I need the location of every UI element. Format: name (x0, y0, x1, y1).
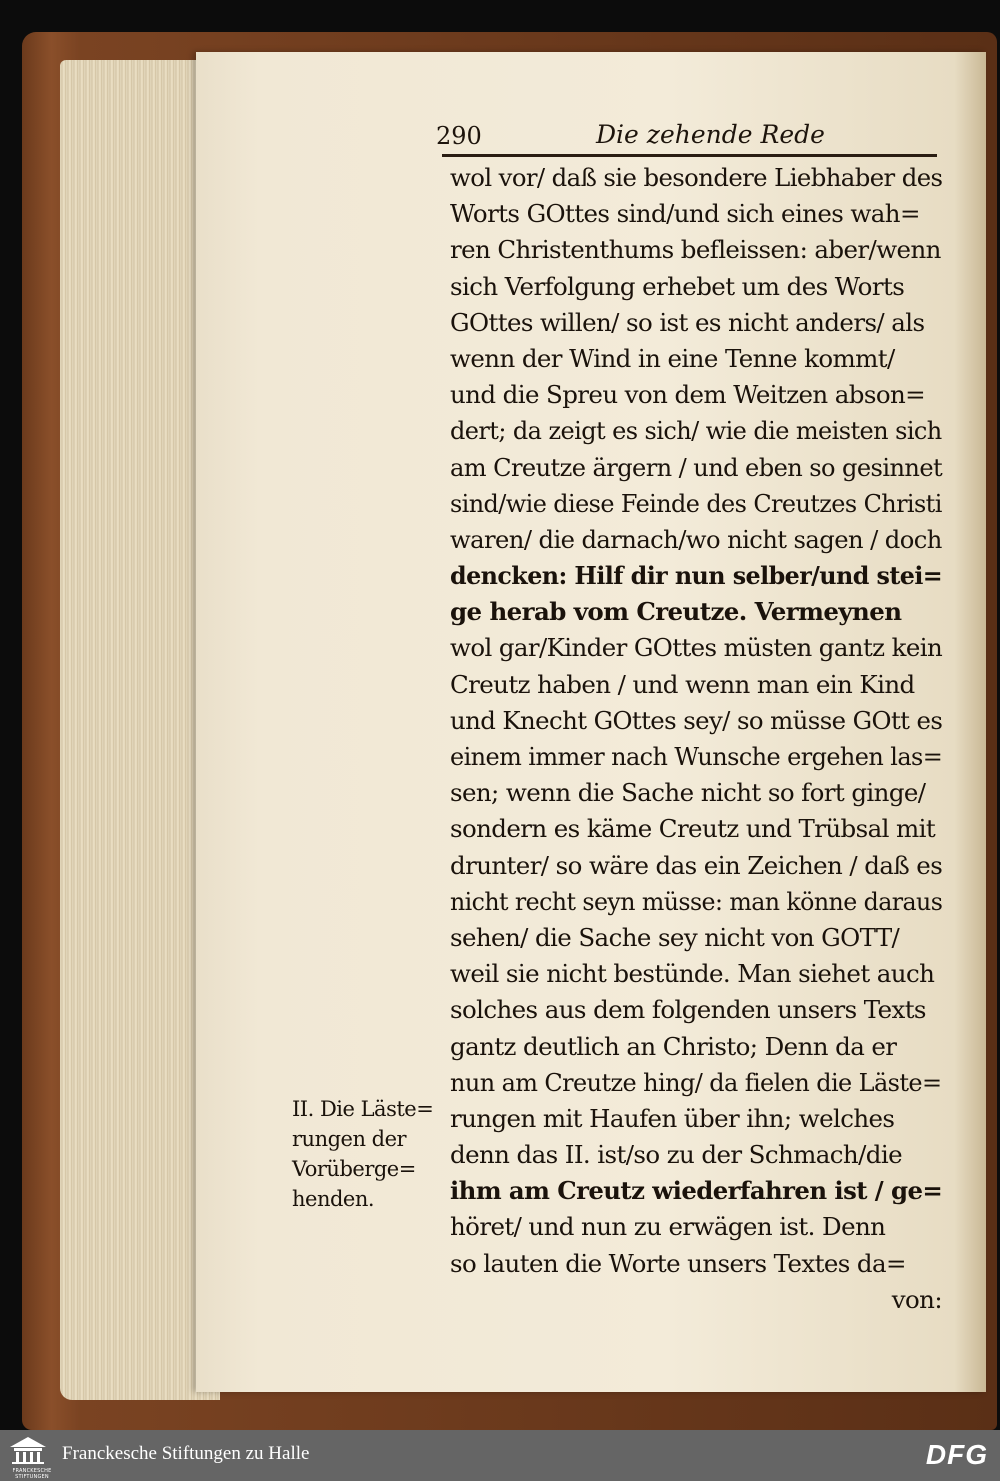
institution-name[interactable]: Franckesche Stiftungen zu Halle (62, 1443, 310, 1464)
text-line: solches aus dem folgenden unsers Texts (450, 995, 926, 1025)
text-line: und die Spreu von dem Weitzen abson= (450, 380, 926, 410)
text-line: ge herab vom Creutze. Vermeynen (450, 597, 902, 627)
page-header (436, 116, 946, 156)
text-line: gantz deutlich an Christo; Denn da er (450, 1031, 897, 1061)
text-line: am Creutze ärgern / und eben so gesinnet (450, 452, 943, 482)
marginal-note-line: henden. (292, 1187, 375, 1211)
marginal-note-line: rungen der (292, 1127, 407, 1151)
page-number: 290 (436, 122, 482, 150)
text-line: wol vor/ daß sie besondere Liebhaber des (450, 163, 943, 192)
text-line: sen; wenn die Sache nicht so fort ginge/ (450, 778, 926, 808)
text-line: dert; da zeigt es sich/ wie die meisten sich (450, 416, 942, 446)
text-line: Worts GOttes sind/und sich eines wah= (450, 199, 920, 229)
text-line: einem immer nach Wunsche ergehen las= (450, 742, 943, 771)
text-line: wenn der Wind in eine Tenne kommt/ (450, 343, 895, 373)
marginal-note-line: II. Die Läste= (292, 1097, 434, 1121)
text-line: waren/ die darnach/wo nicht sagen / doch (450, 524, 942, 554)
main-text-block (450, 160, 942, 1318)
text-line: sind/wie diese Feinde des Creutzes Christi (450, 488, 942, 518)
marginal-note (292, 1094, 432, 1214)
running-title: Die zehende Rede (596, 120, 825, 149)
text-line: nun am Creutze hing/ da fielen die Läste= (450, 1067, 942, 1097)
text-line: so lauten die Worte unsers Textes da= (450, 1248, 906, 1278)
logo-caption: FRANCKESCHE STIFTUNGEN (12, 1468, 52, 1480)
text-line: nicht recht seyn müsse: man könne daraus (450, 886, 943, 916)
text-line: sich Verfolgung erhebet um des Worts (450, 271, 905, 301)
dfg-logo[interactable]: DFG (925, 1439, 988, 1470)
text-line: höret/ und nun zu erwägen ist. Denn (450, 1212, 886, 1242)
text-line: GOttes willen/ so ist es nicht anders/ als (450, 307, 925, 337)
text-line: und Knecht GOttes sey/ so müsse GOtt es (450, 705, 943, 735)
viewer-footer (0, 1430, 1000, 1481)
text-line: sehen/ die Sache sey nicht von GOTT/ (450, 922, 900, 952)
text-line: ihm am Creutz wiederfahren ist / ge= (450, 1176, 943, 1206)
marginal-note-line: Vorüberge= (292, 1157, 416, 1181)
text-line: Creutz haben / und wenn man ein Kind (450, 669, 915, 699)
building-icon (6, 1435, 50, 1465)
text-line: dencken: Hilf dir nun selber/und stei= (450, 561, 943, 591)
text-line: sondern es käme Creutz und Trübsal mit (450, 814, 936, 844)
header-rule (442, 154, 937, 157)
text-line: denn das II. ist/so zu der Schmach/die (450, 1140, 902, 1170)
text-line: rungen mit Haufen über ihn; welches (450, 1103, 895, 1133)
institution-logo (6, 1435, 52, 1480)
text-line: weil sie nicht bestünde. Man siehet auch (450, 959, 935, 989)
text-line: ren Christenthums befleissen: aber/wenn (450, 235, 941, 265)
text-line: drunter/ so wäre das ein Zeichen / daß es (450, 850, 943, 880)
text-line: wol gar/Kinder GOttes müsten gantz kein (450, 633, 943, 663)
text-line: von: (891, 1284, 942, 1314)
